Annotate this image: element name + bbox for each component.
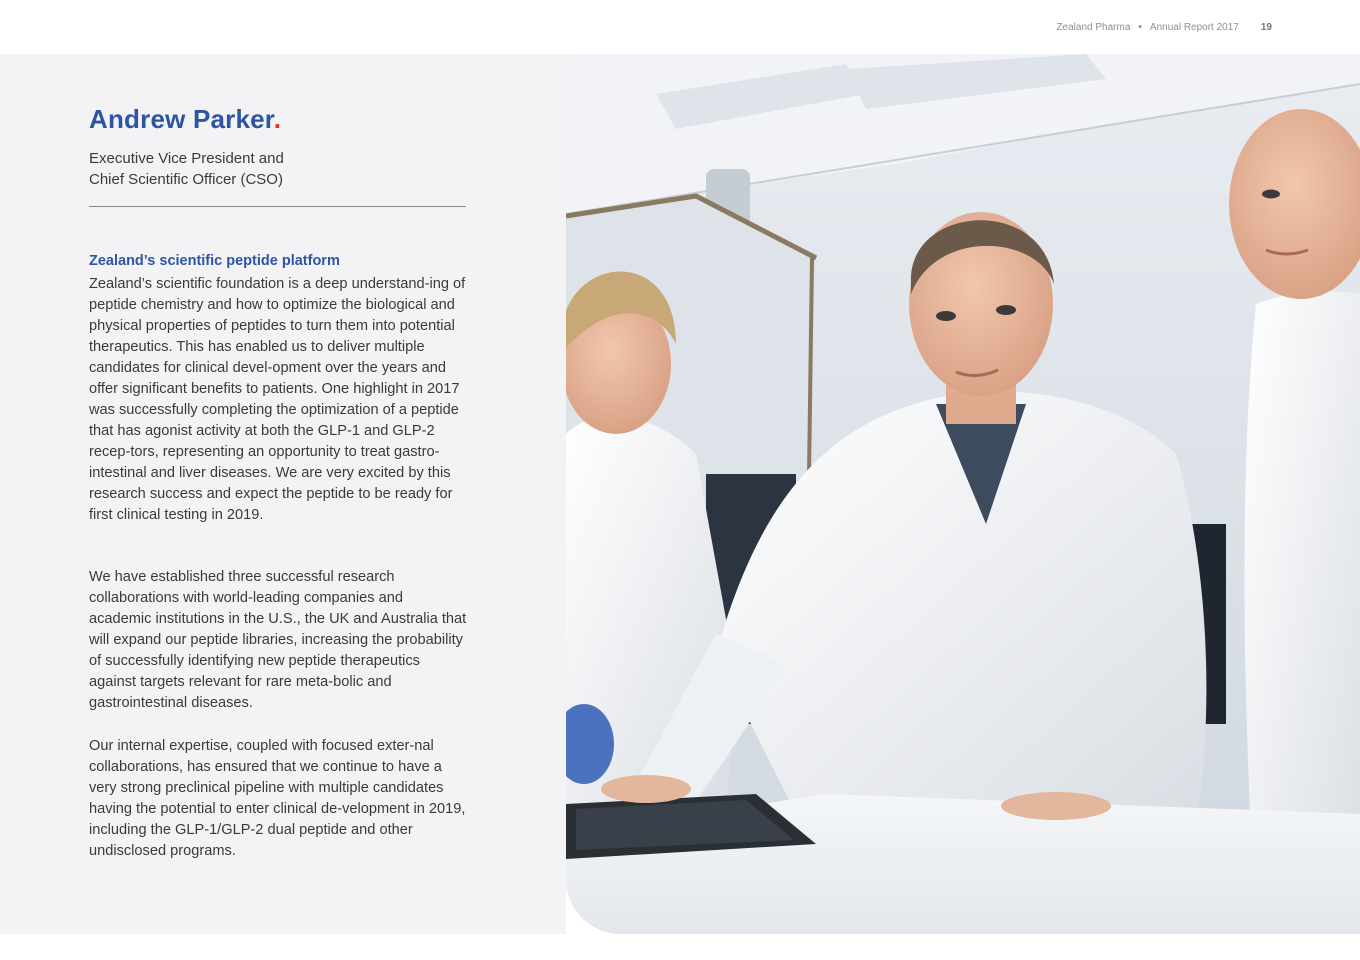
body-paragraph-2: We have established three successful research collaborations with world-leading companies and academic institutions in the U.S., the UK and Australia that will expand our peptide libraries, increasing the probability of successfully identifying new peptide therapeutics against targets relevant for rare meta-bolic and gastrointestinal diseases.: [89, 569, 467, 711]
separator-dot: •: [1138, 22, 1142, 33]
section-heading: Zealand’s scientific peptide platform: [89, 253, 340, 269]
page-bottom-margin: [0, 934, 1360, 960]
lab-photo: [566, 54, 1360, 934]
page-header: [0, 0, 1360, 54]
hand-on-laptop: [601, 775, 691, 803]
person-role: [89, 148, 469, 190]
lab-photo-illustration: [566, 54, 1360, 934]
role-line-2: Chief Scientific Officer (CSO): [89, 171, 283, 188]
company-name: Zealand Pharma: [1056, 22, 1131, 33]
person-name: [89, 104, 281, 135]
body-paragraph-3: Our internal expertise, coupled with focused exter-nal collaborations, has ensured that we continue to have a very strong preclinical pipeline with multiple candidates having the potential to enter clinical de-velopment in 2019, including the GLP-1/GLP-2 dual peptide and other undisclosed programs.: [89, 738, 466, 859]
person-name-text: Andrew Parker: [89, 104, 274, 134]
body-paragraph-1: Zealand’s scientific foundation is a deep understand-ing of peptide chemistry and how to optimize the biological and physical properties of peptides to turn them into potential therapeutics. This has enabled us to deliver multiple candidates for clinical devel-opment over the years and offer significant benefits to patients. One highlight in 2017 was successfully completing the optimization of a peptide that has agonist activity at both the GLP-1 and GLP-2 recep-tors, representing an opportunity to treat gastro-intestinal and liver diseases. We are very excited by this research success and expect the peptide to be ready for first clinical testing in 2019.: [89, 276, 466, 523]
name-accent-dot: .: [273, 104, 282, 134]
section-divider: [89, 206, 466, 207]
role-line-1: Executive Vice President and: [89, 150, 284, 167]
report-title: Annual Report 2017: [1149, 22, 1239, 33]
hand-on-bench: [1001, 792, 1111, 820]
running-head: [1056, 22, 1272, 33]
page-number: 19: [1260, 22, 1272, 33]
